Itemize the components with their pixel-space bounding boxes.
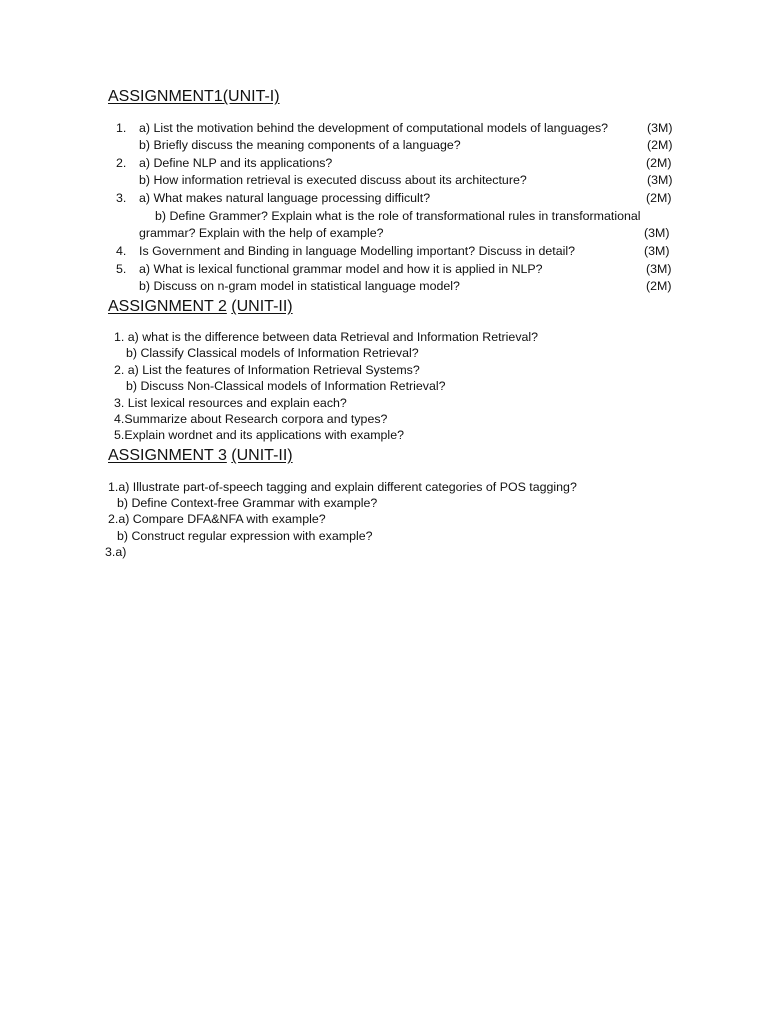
list-item: b) Define Context-free Grammar with example?: [117, 496, 378, 510]
list-item: 3.a): [105, 545, 127, 559]
list-item: b) Discuss Non-Classical models of Information Retrieval?: [126, 379, 446, 393]
item-text: b) Define Grammer? Explain what is the role of transformational rules in transformational: [155, 209, 641, 223]
item-text: a) List the motivation behind the development of computational models of languages?: [139, 121, 609, 135]
assignment3-heading: [108, 447, 293, 465]
list-item: 1. a) what is the difference between data Retrieval and Information Retrieval?: [114, 330, 539, 344]
item-text: a) What makes natural language processing difficult?: [139, 191, 431, 205]
item-marks: (2M): [646, 279, 672, 293]
item-marks: (2M): [646, 191, 672, 205]
item-marks: (2M): [647, 138, 673, 152]
item-marks: (3M): [647, 173, 673, 187]
list-item: 2. a) List the features of Information Retrieval Systems?: [114, 363, 420, 377]
list-item: 1.a) Illustrate part-of-speech tagging and explain different categories of POS tagging?: [108, 480, 577, 494]
list-item: b) Construct regular expression with example?: [117, 529, 373, 543]
item-text: a) Define NLP and its applications?: [139, 156, 333, 170]
item-text: b) Discuss on n-gram model in statistical language model?: [139, 279, 460, 293]
list-item: 3. List lexical resources and explain each?: [114, 396, 347, 410]
item-number: 4.: [116, 244, 127, 258]
item-marks: (3M): [647, 121, 673, 135]
item-marks: (3M): [644, 244, 670, 258]
item-marks: (2M): [646, 156, 672, 170]
assignment3-unit: (UNIT-II): [231, 447, 293, 464]
item-number: 3.: [116, 191, 127, 205]
list-item: 5.Explain wordnet and its applications with example?: [114, 428, 404, 442]
assignment1-heading: [108, 88, 280, 106]
assignment3-title: ASSIGNMENT 3: [108, 447, 227, 464]
item-text: b) How information retrieval is executed discuss about its architecture?: [139, 173, 527, 187]
item-number: 5.: [116, 262, 127, 276]
item-text: grammar? Explain with the help of example?: [139, 226, 384, 240]
item-marks: (3M): [644, 226, 670, 240]
item-marks: (3M): [646, 262, 672, 276]
assignment2-title: ASSIGNMENT 2: [108, 298, 227, 315]
assignment2-heading: [108, 298, 293, 316]
item-number: 1.: [116, 121, 127, 135]
item-text: Is Government and Binding in language Modelling important? Discuss in detail?: [139, 244, 575, 258]
item-text: a) What is lexical functional grammar model and how it is applied in NLP?: [139, 262, 543, 276]
assignment1-title: ASSIGNMENT1(UNIT-I): [108, 88, 280, 105]
list-item: 2.a) Compare DFA&NFA with example?: [108, 512, 326, 526]
item-text: b) Briefly discuss the meaning components of a language?: [139, 138, 461, 152]
item-number: 2.: [116, 156, 127, 170]
assignment2-unit: (UNIT-II): [231, 298, 293, 315]
list-item: 4.Summarize about Research corpora and types?: [114, 412, 388, 426]
list-item: b) Classify Classical models of Information Retrieval?: [126, 346, 419, 360]
